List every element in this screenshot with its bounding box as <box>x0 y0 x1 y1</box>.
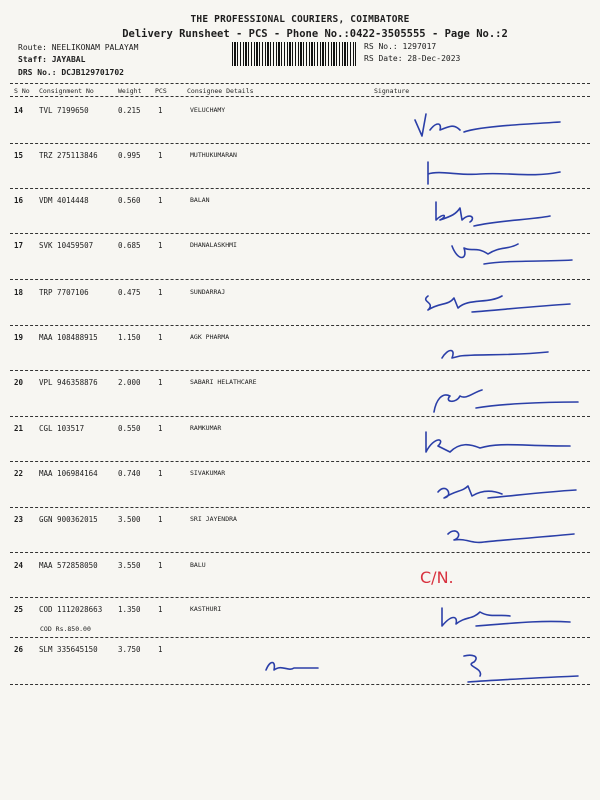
signature-row-16 <box>430 198 560 236</box>
cell-pcs: 1 <box>158 333 163 342</box>
cell-sno: 24 <box>14 561 24 570</box>
signature-row-20 <box>430 382 585 424</box>
cell-pcs: 1 <box>158 196 163 205</box>
cell-weight: 1.150 <box>118 333 141 342</box>
cell-consignment: CGL 103517 <box>39 424 85 433</box>
cell-sno: 20 <box>14 378 24 387</box>
signature-row-17 <box>448 240 578 276</box>
cell-sno: 26 <box>14 645 24 654</box>
cell-consignment: TRZ 275113846 <box>39 151 98 160</box>
cell-consignment: SVK 10459507 <box>39 241 94 250</box>
signature-row-25 <box>436 602 576 636</box>
cell-consignment: VPL 946358876 <box>39 378 98 387</box>
header-bottom-rule <box>10 96 590 97</box>
col-pcs-header: PCS <box>155 87 167 95</box>
cell-pcs: 1 <box>158 106 163 115</box>
cell-pcs: 1 <box>158 424 163 433</box>
cell-consignee: RAMKUMAR <box>190 424 222 432</box>
cell-consignment: TRP 7707106 <box>39 288 89 297</box>
row-divider <box>10 370 590 371</box>
cell-sno: 19 <box>14 333 24 342</box>
col-sno-header: S No <box>14 87 30 95</box>
cell-sno: 22 <box>14 469 24 478</box>
cell-pcs: 1 <box>158 561 163 570</box>
cell-consignment: MAA 572858050 <box>39 561 98 570</box>
cell-pcs: 1 <box>158 288 163 297</box>
signature-row-21 <box>420 428 580 466</box>
cell-weight: 0.550 <box>118 424 141 433</box>
signature-row-15 <box>420 158 570 192</box>
signature-row-19 <box>438 344 568 370</box>
cell-weight: 2.000 <box>118 378 141 387</box>
signature-row-26-staff <box>262 656 322 680</box>
cell-consignee: SRI JAYENDRA <box>190 515 237 523</box>
cell-consignment: COD 1112028663 <box>39 605 103 614</box>
cell-consignee: AGK PHARMA <box>190 333 230 341</box>
cod-amount-note: COD Rs.850.00 <box>40 625 91 633</box>
cn-stamp: C/N. <box>420 568 454 587</box>
signature-row-14 <box>410 108 570 146</box>
cell-consignee: DHANALASKHMI <box>190 241 237 249</box>
cell-consignee: SUNDARRAJ <box>190 288 226 296</box>
cell-consignment: MAA 106984164 <box>39 469 98 478</box>
row-divider <box>10 597 590 598</box>
cell-weight: 3.500 <box>118 515 141 524</box>
cell-sno: 25 <box>14 605 24 614</box>
signature-row-22 <box>432 476 582 510</box>
cell-weight: 0.475 <box>118 288 141 297</box>
cell-pcs: 1 <box>158 241 163 250</box>
cell-sno: 16 <box>14 196 24 205</box>
cell-weight: 0.685 <box>118 241 141 250</box>
rs-number: RS No.: 1297017 <box>364 42 437 51</box>
barcode-image <box>232 42 356 66</box>
row-divider <box>10 637 590 638</box>
cell-consignee: KASTHURI <box>190 605 222 613</box>
cell-pcs: 1 <box>158 378 163 387</box>
cell-weight: 0.740 <box>118 469 141 478</box>
signature-row-23 <box>442 522 582 556</box>
cell-sno: 23 <box>14 515 24 524</box>
cell-pcs: 1 <box>158 469 163 478</box>
cell-consignee: VELUCHAMY <box>190 106 226 114</box>
staff-label: Staff: JAYABAL <box>18 55 86 64</box>
header-top-rule <box>10 83 590 84</box>
drs-number: DRS No.: DCJB129701702 <box>18 68 124 77</box>
cell-weight: 0.560 <box>118 196 141 205</box>
cell-pcs: 1 <box>158 605 163 614</box>
cell-consignment: TVL 7199650 <box>39 106 89 115</box>
cell-pcs: 1 <box>158 151 163 160</box>
cell-sno: 17 <box>14 241 24 250</box>
signature-row-18 <box>418 288 578 324</box>
cell-consignment: GGN 900362015 <box>39 515 98 524</box>
cell-pcs: 1 <box>158 645 163 654</box>
cell-weight: 3.550 <box>118 561 141 570</box>
cell-consignment: SLM 335645150 <box>39 645 98 654</box>
cell-weight: 0.215 <box>118 106 141 115</box>
cell-sno: 15 <box>14 151 24 160</box>
cell-consignee: BALU <box>190 561 206 569</box>
cell-consignment: MAA 108488915 <box>39 333 98 342</box>
signature-row-26 <box>454 652 584 696</box>
cell-sno: 18 <box>14 288 24 297</box>
rs-date: RS Date: 28-Dec-2023 <box>364 54 461 63</box>
col-consignee-header: Consignee Details <box>187 87 254 95</box>
route-label: Route: NEELIKONAM PALAYAM <box>18 43 139 52</box>
cell-consignment: VDM 4014448 <box>39 196 89 205</box>
col-weight-header: Weight <box>118 87 142 95</box>
row-divider <box>10 279 590 280</box>
cell-pcs: 1 <box>158 515 163 524</box>
cell-consignee: MUTHUKUMARAN <box>190 151 237 159</box>
cell-weight: 0.995 <box>118 151 141 160</box>
cell-consignee: SIVAKUMAR <box>190 469 226 477</box>
row-divider <box>10 325 590 326</box>
cell-consignee: SABARI HELATHCARE <box>190 378 257 386</box>
cell-consignee: BALAN <box>190 196 210 204</box>
cell-weight: 3.750 <box>118 645 141 654</box>
runsheet-subtitle: Delivery Runsheet - PCS - Phone No.:0422-3505555 - Page No.:2 <box>122 28 508 40</box>
company-title: THE PROFESSIONAL COURIERS, COIMBATORE <box>190 14 410 25</box>
col-consignment-header: Consignment No <box>39 87 94 95</box>
cell-weight: 1.350 <box>118 605 141 614</box>
cell-sno: 21 <box>14 424 24 433</box>
col-signature-header: Signature <box>374 87 410 95</box>
cell-sno: 14 <box>14 106 24 115</box>
